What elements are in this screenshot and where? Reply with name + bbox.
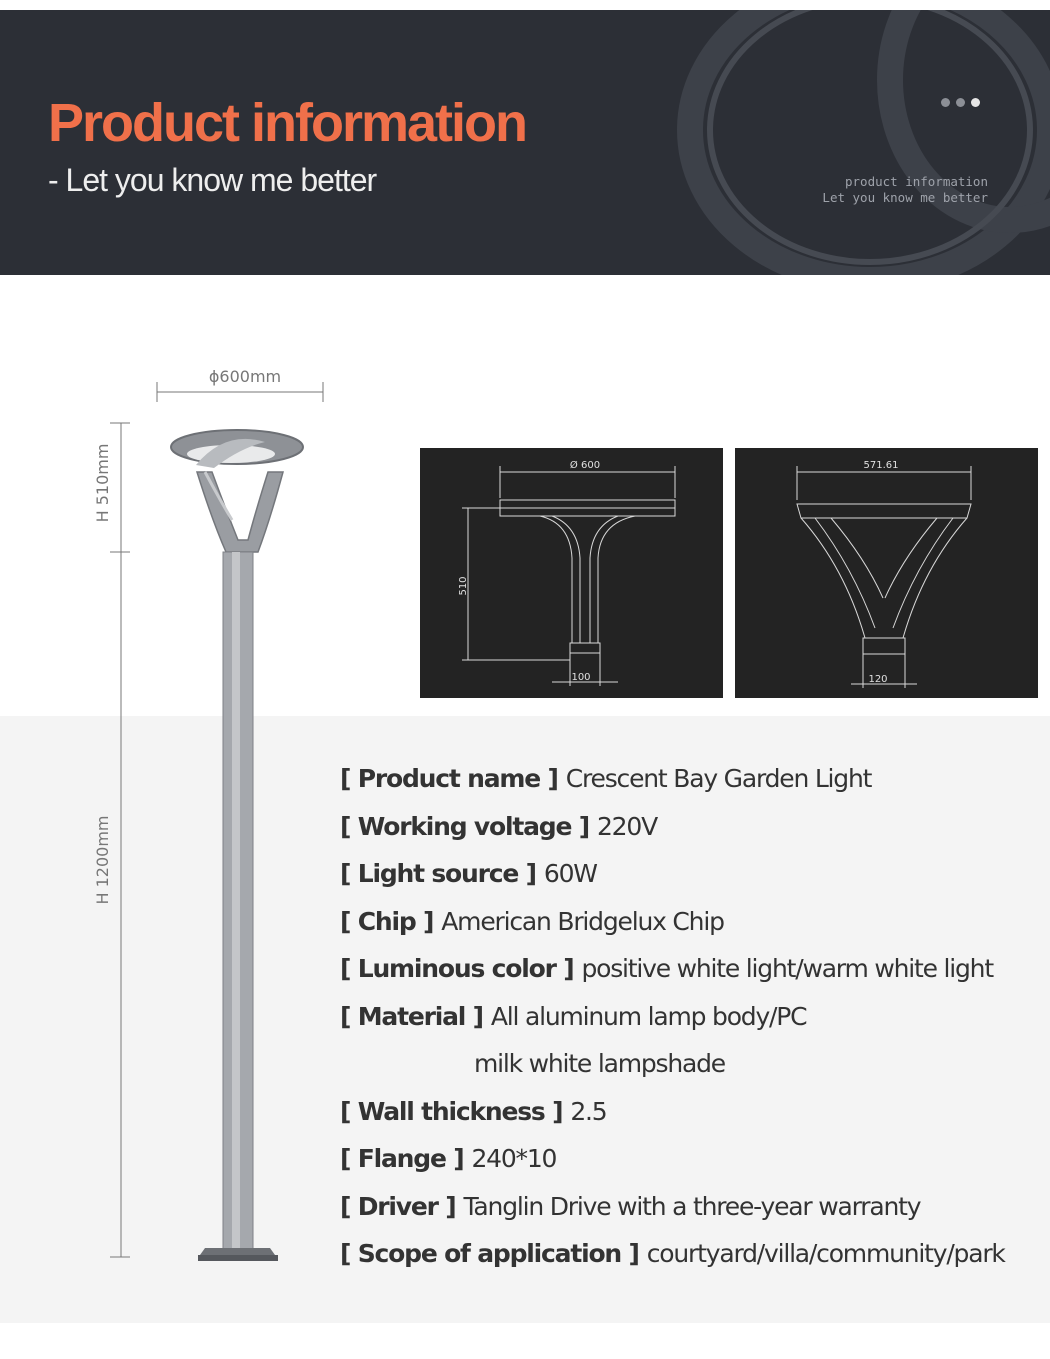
spec-row-working-voltage bbox=[340, 803, 1005, 851]
spec-value: 220V bbox=[596, 811, 657, 841]
spec-row-material-continuation bbox=[340, 1040, 1005, 1088]
spec-value: 240*10 bbox=[471, 1144, 557, 1173]
lamp-dimension-illustration bbox=[0, 330, 340, 1270]
spec-value: 60W bbox=[543, 859, 597, 888]
front-side-label: 510 bbox=[458, 576, 469, 596]
banner-right-line1: product information bbox=[845, 174, 988, 189]
spec-row-luminous-color bbox=[340, 945, 1005, 993]
spec-value: Tanglin Drive with a three-year warranty bbox=[463, 1191, 921, 1221]
spec-value: Crescent Bay Garden Light bbox=[565, 764, 872, 793]
spec-row-flange bbox=[340, 1135, 1005, 1183]
spec-key: [ Working voltage ] bbox=[340, 811, 589, 841]
spec-row-driver bbox=[340, 1183, 1005, 1231]
technical-drawing-front bbox=[420, 448, 723, 698]
carousel-dot bbox=[956, 98, 965, 107]
spec-list bbox=[340, 755, 1005, 1278]
spec-key: [ Flange ] bbox=[340, 1144, 464, 1173]
carousel-dot-active bbox=[971, 98, 980, 107]
front-top-label: Ø 600 bbox=[569, 460, 601, 471]
spec-value-continuation: milk white lampshade bbox=[474, 1049, 725, 1078]
spec-row-product-name bbox=[340, 755, 1005, 803]
carousel-dot bbox=[941, 98, 950, 107]
diameter-label: ϕ600mm bbox=[208, 367, 282, 386]
front-bottom-label: 100 bbox=[571, 672, 591, 683]
spec-key: [ Driver ] bbox=[340, 1191, 456, 1221]
head-height-label: H 510mm bbox=[93, 443, 112, 523]
spec-key: [ Product name ] bbox=[340, 764, 558, 793]
banner bbox=[0, 10, 1050, 275]
technical-drawing-side bbox=[735, 448, 1038, 698]
spec-key: [ Scope of application ] bbox=[340, 1239, 639, 1268]
spec-row-wall-thickness bbox=[340, 1088, 1005, 1136]
spec-row-light-source bbox=[340, 850, 1005, 898]
spec-value: courtyard/villa/community/park bbox=[646, 1239, 1005, 1268]
spec-row-scope-of-application bbox=[340, 1230, 1005, 1278]
spec-value: 2.5 bbox=[570, 1096, 607, 1126]
spec-row-chip bbox=[340, 898, 1005, 946]
side-bottom-label: 120 bbox=[868, 674, 888, 685]
spec-key: [ Luminous color ] bbox=[340, 954, 574, 983]
spec-key: [ Wall thickness ] bbox=[340, 1096, 563, 1126]
banner-subtitle: - Let you know me better bbox=[48, 162, 377, 198]
banner-right-line2: Let you know me better bbox=[822, 190, 988, 205]
spec-key: [ Material ] bbox=[340, 1001, 483, 1031]
spec-row-material bbox=[340, 993, 1005, 1041]
spec-value: American Bridgelux Chip bbox=[441, 906, 724, 936]
spec-value: All aluminum lamp body/PC bbox=[490, 1001, 807, 1031]
carousel-dots bbox=[941, 98, 980, 107]
banner-right-caption bbox=[822, 174, 988, 206]
spec-key: [ Light source ] bbox=[340, 859, 536, 888]
banner-title: Product information bbox=[48, 93, 526, 153]
spec-key: [ Chip ] bbox=[340, 906, 434, 936]
side-top-label: 571.61 bbox=[863, 460, 899, 471]
pole-height-label: H 1200mm bbox=[93, 815, 112, 905]
spec-value: positive white light/warm white light bbox=[581, 954, 993, 983]
